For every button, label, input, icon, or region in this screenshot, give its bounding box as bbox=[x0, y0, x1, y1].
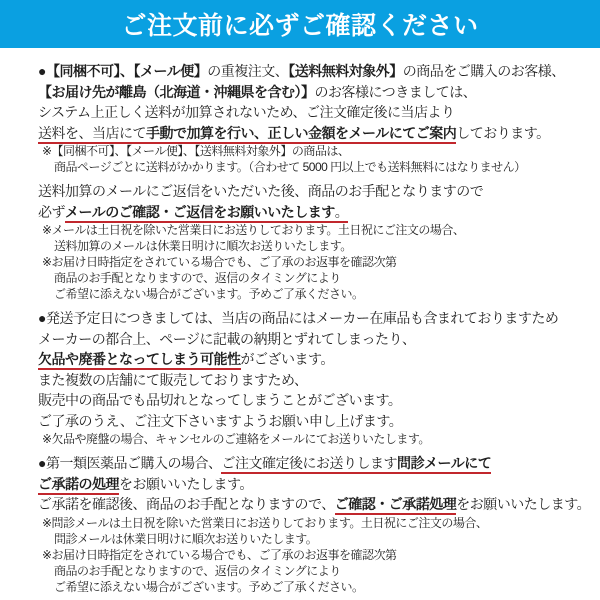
text-segment: 欠品や廃番となってしまう可能性 bbox=[38, 351, 241, 370]
text-segment: ※メールは土日祝を除いた営業日にお送りしております。土日祝にご注文の場合、 bbox=[42, 223, 465, 237]
text-line bbox=[0, 431, 600, 447]
text-line bbox=[0, 329, 600, 350]
notice-content bbox=[0, 48, 600, 595]
text-line bbox=[0, 238, 600, 254]
text-line bbox=[0, 123, 600, 144]
section-pharmaceutical-notice bbox=[0, 453, 600, 595]
text-segment: ※お届け日時指定をされている場合でも、ご了承のお返事を確認次第 bbox=[42, 255, 397, 269]
text-line bbox=[0, 102, 600, 123]
text-segment: ※【同梱不可】、【メール便】、【送料無料対象外】の商品は、 bbox=[42, 144, 350, 158]
text-line bbox=[0, 370, 600, 391]
text-segment: しております。 bbox=[456, 124, 550, 141]
text-line bbox=[0, 349, 600, 370]
text-segment: 【同梱不可】、【メール便】 bbox=[45, 63, 208, 79]
text-segment: の重複注文、 bbox=[207, 63, 289, 79]
text-segment: ●発送予定日につきましては、当店の商品にはメーカー在庫品も含まれておりますため bbox=[38, 310, 559, 326]
text-line bbox=[0, 494, 600, 515]
text-segment: 手動で加算を行い、正しい金額をメールにてご案内 bbox=[146, 125, 456, 144]
text-segment: 必ず bbox=[38, 203, 65, 220]
text-line bbox=[0, 202, 600, 223]
text-line bbox=[0, 181, 600, 202]
text-segment: 送料加算のメールにご返信をいただいた後、商品のお手配となりますので bbox=[38, 183, 484, 199]
text-segment: の商品をご購入のお客様、 bbox=[402, 63, 565, 79]
text-line bbox=[0, 547, 600, 563]
text-segment: ※問診メールは土日祝を除いた営業日にお送りしております。土日祝にご注文の場合、 bbox=[42, 515, 488, 530]
text-line bbox=[0, 308, 600, 329]
text-segment: ご確認・ご承諾処理 bbox=[335, 496, 457, 515]
text-segment: ●第一類医薬品ご購入の場合、 bbox=[38, 455, 222, 471]
text-segment: システム上正しく送料が加算されないため、ご注文確定後に当店より bbox=[38, 104, 455, 120]
text-line bbox=[0, 270, 600, 286]
text-line bbox=[0, 563, 600, 579]
text-segment: ※欠品や廃盤の場合、キャンセルのご連絡をメールにてお送りいたします。 bbox=[42, 432, 430, 446]
text-segment: がございます。 bbox=[240, 351, 334, 367]
text-segment: ご了承のうえ、ご注文下さいますようお願い申し上げます。 bbox=[38, 412, 403, 429]
header-banner bbox=[0, 0, 600, 48]
text-line bbox=[0, 579, 600, 595]
text-line bbox=[0, 515, 600, 531]
text-line bbox=[0, 474, 600, 495]
text-segment: ● bbox=[38, 63, 46, 79]
text-segment: ご注文確定後にお送りします bbox=[221, 455, 397, 474]
text-line bbox=[0, 531, 600, 547]
text-line bbox=[0, 82, 600, 103]
text-segment: 【お届け先が離島（北海道・沖縄県を含む）】 bbox=[38, 83, 315, 100]
text-segment: 商品のお手配となりますので、返信のタイミングにより bbox=[54, 563, 341, 578]
section-stock-availability-notice bbox=[0, 308, 600, 447]
text-segment: 。 bbox=[335, 204, 349, 223]
text-segment: 商品ページごとに送料がかかります。（合わせて 5000 円以上でも送料無料にはなりません） bbox=[54, 160, 526, 174]
text-segment: 販売中の商品でも品切れとなってしまうことがございます。 bbox=[38, 392, 402, 408]
text-segment: ご希望に添えない場合がございます。予めご了承ください。 bbox=[54, 287, 364, 301]
text-segment: のお客様につきましては、 bbox=[314, 83, 477, 100]
text-segment: また複数の店舗にて販売しておりますため、 bbox=[38, 371, 308, 388]
text-line bbox=[0, 61, 600, 82]
text-segment: ※お届け日時指定をされている場合でも、ご了承のお返事を確認次第 bbox=[42, 547, 397, 562]
text-line bbox=[0, 411, 600, 432]
text-line bbox=[0, 222, 600, 238]
text-line bbox=[0, 286, 600, 302]
text-line bbox=[0, 390, 600, 411]
section-mail-reply-notice bbox=[0, 181, 600, 302]
text-segment: ご承諾の処理 bbox=[38, 476, 119, 495]
text-segment: ご承諾を確認後、商品のお手配となりますので、 bbox=[38, 496, 335, 512]
text-segment: メーカーの都合上、ページに記載の納期とずれてしまったり、 bbox=[38, 330, 416, 347]
text-segment: 商品のお手配となりますので、返信のタイミングにより bbox=[54, 271, 341, 285]
text-segment: ご希望に添えない場合がございます。予めご了承ください。 bbox=[54, 579, 364, 594]
text-line bbox=[0, 453, 600, 474]
text-line bbox=[0, 159, 600, 175]
text-segment: をお願いいたします。 bbox=[456, 496, 591, 512]
text-line bbox=[0, 254, 600, 270]
text-segment: 送料加算のメールは休業日明けに順次お送りいたします。 bbox=[54, 239, 352, 253]
section-combined-shipping-notice bbox=[0, 61, 600, 175]
text-segment: メールのご確認・ご返信をお願いいたします bbox=[65, 204, 335, 223]
text-segment: 問診メールにて bbox=[397, 455, 491, 474]
text-segment: 送料を、当店にて bbox=[38, 125, 146, 144]
text-segment: 問診メールは休業日明けに順次お送りいたします。 bbox=[54, 531, 318, 546]
page-title: ご注文前に必ずご確認ください bbox=[121, 12, 479, 40]
text-segment: をお願いいたします。 bbox=[119, 475, 253, 492]
text-line bbox=[0, 143, 600, 159]
text-segment: 【送料無料対象外】 bbox=[288, 63, 403, 79]
